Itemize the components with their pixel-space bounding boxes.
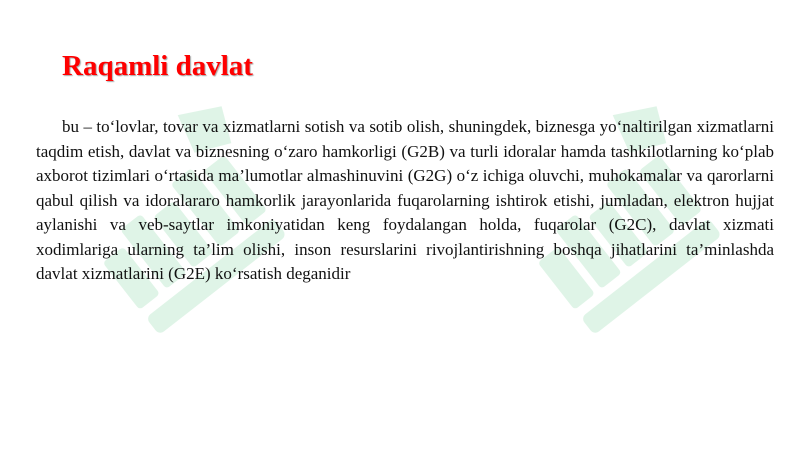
slide-body-text: bu – to‘lovlar, tovar va xizmatlarni sotish va sotib olish, shuningdek, biznesga yo‘naltirilgan xizmatlarni taqdim etish, davlat va biznesning o‘zaro hamkorligi (G2B) va turli idoralar hamda tashkilotlarning ko‘plab axborot tizimlari o‘rtasida ma’lumotlar almashinuvini (G2G) o‘z ichiga oluvchi, muhokamalar va qarorlarni qabul qilish va idoralararo hamkorlik jarayonlarida fuqarolarning ishtirok etishi, jumladan, elektron hujjat aylanishi va veb-saytlar imkoniyatidan keng foydalangan holda, fuqarolar (G2C), davlat xizmati xodimlariga ularning ta’lim olishi, inson resurslarini rivojlantirishning boshqa jihatlarini ta’minlashda davlat xizmatlarini (G2E) ko‘rsatish deganidir [36,117,774,283]
slide-title: Raqamli davlat [62,50,253,82]
